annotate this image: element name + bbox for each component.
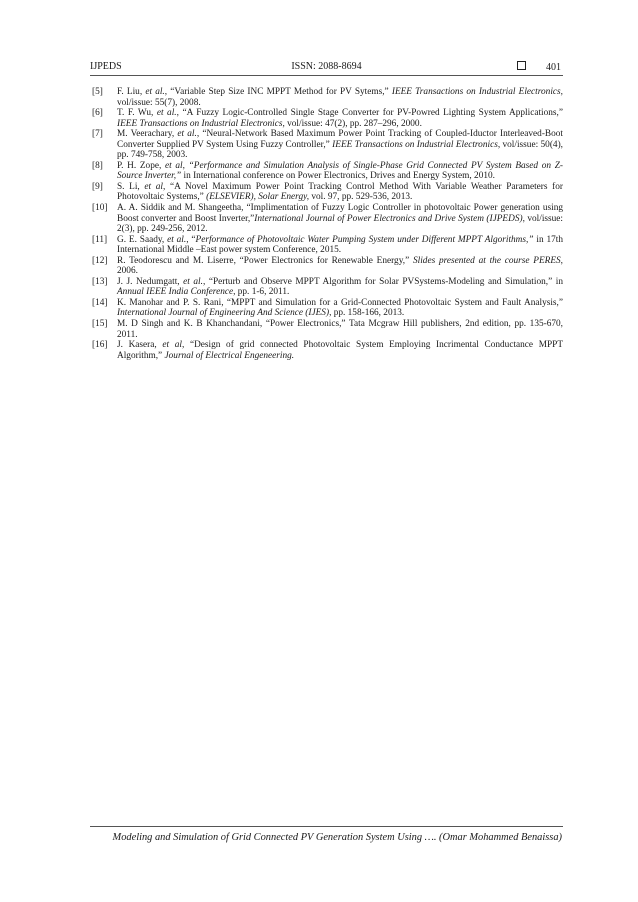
reference-italic-text: International Journal of Engineering And Science (IJES)	[117, 308, 330, 319]
reference-italic-text: et al.	[156, 108, 177, 119]
reference-number: [9]	[92, 181, 103, 192]
reference-italic-text: Slides presented at the course PERES	[412, 255, 561, 266]
reference-italic-text: IEEE Transactions on Industrial Electronics	[117, 118, 283, 129]
page-number-group	[517, 61, 561, 73]
reference-text: , vol/issue: 2(3), pp. 249-256, 2012.	[117, 213, 564, 235]
reference-number: [7]	[92, 129, 103, 140]
reference-text: , vol/issue: 50(4), pp. 749-758, 2003.	[117, 139, 563, 161]
reference-text: , “	[186, 234, 196, 245]
reference-number: [10]	[92, 203, 108, 214]
reference-italic-text: “Performance and Simulation Analysis of Single-Phase Grid Connected PV System Based on Z-Source Inverter,”	[117, 160, 563, 182]
reference-item	[92, 298, 563, 319]
page-footer	[90, 826, 563, 843]
reference-text: vol/issue: 55(7), 2008.	[117, 97, 201, 108]
reference-italic-text: et al.	[145, 87, 165, 97]
reference-text: T. F. Wu,	[117, 108, 157, 119]
reference-text: ,	[182, 160, 189, 171]
reference-item	[92, 108, 563, 129]
journal-name: IJPEDS	[90, 61, 122, 72]
reference-text: P. H. Zope,	[117, 160, 165, 171]
reference-number: [5]	[92, 87, 103, 97]
reference-text: J. J. Nedumgatt,	[117, 276, 184, 287]
reference-italic-text: et al.	[177, 129, 197, 140]
reference-number: [15]	[92, 319, 108, 330]
reference-italic-text: et al	[164, 160, 183, 171]
reference-italic-text: Annual IEEE India Conference	[117, 287, 234, 298]
page-number: 401	[546, 62, 561, 73]
reference-number: [13]	[92, 276, 108, 287]
reference-italic-text: (ELSEVIER), Solar Energy,	[206, 192, 310, 203]
reference-item	[92, 182, 563, 203]
reference-italic-text: et al	[144, 181, 164, 192]
reference-text: K. Manohar and P. S. Rani, “MPPT and Simulation for a Grid-Connected Photovoltaic System and Fault Analysis,”	[117, 297, 563, 308]
reference-text: , “A Fuzzy Logic-Controlled Single Stage Converter for PV-Powred Lighting System Applications,”	[176, 108, 563, 119]
reference-italic-text: IEEE Transactions on Industrial Electronics	[332, 139, 498, 150]
reference-italic-text: et al	[162, 340, 182, 351]
reference-text: F. Liu,	[117, 87, 146, 97]
square-bullet-icon	[517, 61, 526, 70]
reference-number: [6]	[92, 108, 103, 119]
reference-item	[92, 235, 563, 256]
reference-item	[92, 129, 563, 161]
reference-text: vol. 97, pp. 529-536, 2013.	[309, 192, 413, 203]
reference-italic-text: IEEE Transactions on Industrial Electronics,	[391, 87, 563, 97]
reference-item	[92, 277, 563, 298]
reference-text: R. Teodorescu and M. Liserre, “Power Electronics for Renewable Energy,”	[117, 255, 413, 266]
reference-item	[92, 340, 563, 361]
reference-text: , 2006.	[117, 255, 563, 277]
reference-text: in International conference on Power Electronics, Drives and Energy System, 2010.	[181, 171, 495, 182]
reference-text: , “Variable Step Size INC MPPT Method for PV Sytems,”	[164, 87, 392, 97]
reference-text: J. Kasera,	[117, 340, 163, 351]
reference-italic-text: et al.	[167, 234, 187, 245]
issn: ISSN: 2088-8694	[291, 61, 362, 72]
reference-italic-text: Performance of Photovoltaic Water Pumping System under Different MPPT Algorithms,”	[195, 234, 534, 245]
reference-text: , “Design of grid connected Photovoltaic System Employing Incrimental Conductance MPPT Algorithm,”	[117, 340, 563, 361]
reference-text: , pp. 1-6, 2011.	[233, 287, 290, 298]
reference-item	[92, 87, 563, 108]
reference-text: , “Neural-Network Based Maximum Power Point Tracking of Coupled-Iductor Interleaved-Boot Converter Supplied PV System Using Fuzzy Controller,”	[117, 129, 563, 150]
reference-text: , “A Novel Maximum Power Point Tracking Control Method With Variable Weather Parameters for Photovoltaic Systems,”	[117, 181, 564, 203]
reference-italic-text: International Journal of Power Electronics and Drive System (IJPEDS)	[254, 213, 523, 224]
reference-text: , pp. 158-166, 2013.	[329, 308, 405, 319]
reference-number: [16]	[92, 340, 108, 351]
reference-item	[92, 319, 563, 340]
reference-item	[92, 161, 563, 182]
reference-text: M. Veerachary,	[117, 129, 178, 140]
running-title: Modeling and Simulation of Grid Connected PV Generation System Using …. (Omar Mohammed Benaissa)	[112, 832, 562, 843]
reference-text: in 17th International Middle –East power system Conference, 2015.	[117, 234, 564, 256]
reference-list	[92, 87, 563, 361]
reference-item	[92, 203, 563, 235]
page-header	[90, 60, 563, 76]
reference-number: [11]	[92, 234, 108, 245]
reference-text: , vol/issue: 47(2), pp. 287–296, 2000.	[282, 118, 422, 129]
reference-text: , “Perturb and Observe MPPT Algorithm for Solar PVSystems-Modeling and Simulation,” in	[202, 276, 563, 287]
reference-number: [8]	[92, 160, 103, 171]
reference-text: G. E. Saady,	[117, 234, 168, 245]
reference-item	[92, 256, 563, 277]
reference-text: S. Li,	[117, 181, 145, 192]
reference-italic-text: Journal of Electrical Engeneering.	[164, 350, 295, 361]
reference-number: [14]	[92, 297, 108, 308]
reference-text: M. D Singh and K. B Khanchandani, “Power Electronics,” Tata Mcgraw Hill publishers, 2nd edition, pp. 135-670, 2011.	[117, 319, 563, 340]
reference-number: [12]	[92, 255, 108, 266]
reference-italic-text: et al.	[183, 276, 203, 287]
reference-text: A. A. Siddik and M. Shangeetha, “Implimentation of Fuzzy Logic Controller in photovoltaic Power generation using Boost converter and Boost Inverter,”	[117, 203, 563, 224]
